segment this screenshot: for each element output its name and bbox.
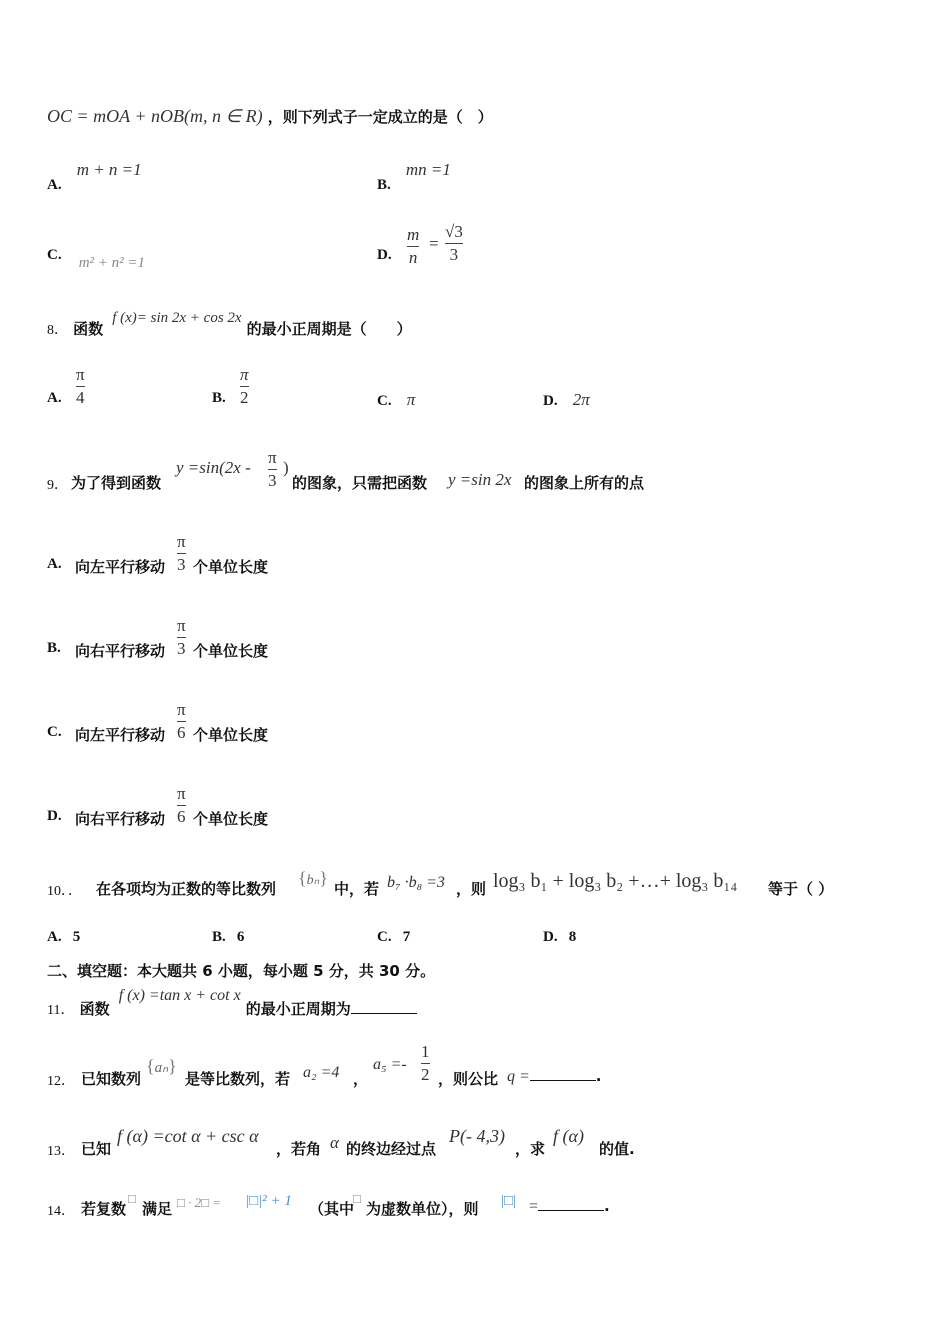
q12-condition-2-fraction: 1 2 <box>421 1042 430 1084</box>
q7-option-d-rhs-fraction: √3 3 <box>445 222 463 264</box>
q12-condition-2: a₅ =- <box>373 1056 407 1073</box>
q11-prefix: 函数 <box>79 1000 110 1018</box>
q12-sequence: {aₙ} <box>146 1056 177 1076</box>
q9-option-d-label: D. <box>47 808 62 824</box>
q9-function-fraction: π 3 <box>268 448 277 490</box>
q14-equation-rhs: |□|² + 1 <box>245 1193 292 1209</box>
q13-mid3: ，求 <box>515 1140 546 1158</box>
q10-option-b <box>212 926 244 946</box>
q14-answer-blank[interactable] <box>538 1196 604 1211</box>
q8-option-d-label: D. <box>543 393 558 409</box>
q7-option-b-label: B. <box>377 177 391 193</box>
q10-option-c <box>377 926 410 946</box>
q9-function-b: y =sin 2x <box>448 470 512 489</box>
q13-prefix: 已知 <box>81 1140 112 1158</box>
q12-comma: ， <box>353 1070 369 1088</box>
q10-option-c-value: 7 <box>402 929 411 945</box>
q9-option-a-unit: 个单位长度 <box>193 558 269 576</box>
q9-mid: 的图象，只需把函数 <box>292 474 428 492</box>
q7-stem <box>47 106 493 127</box>
q8-option-a-fraction: π 4 <box>76 365 85 407</box>
q7-stem-text: ，则下列式子一定成立的是（ ） <box>267 108 493 126</box>
q10-mid2: ，则 <box>456 880 487 898</box>
q12-number: 12． <box>47 1074 75 1089</box>
q10-log-expression: log₃ b₁ + log₃ b₂ +…+ log₃ b₁₄ <box>493 870 738 892</box>
q8-function: f (x)= sin 2x + cos 2x <box>112 310 242 326</box>
section-2-title: 二、填空题：本大题共 6 小题，每小题 5 分，共 30 分。 <box>47 962 436 980</box>
q12-mid1: 是等比数列，若 <box>185 1070 291 1088</box>
q7-option-c-label: C. <box>47 247 62 263</box>
q14-z-placeholder: □ <box>128 1191 136 1206</box>
q10-sequence: {bₙ} <box>298 868 328 888</box>
q14-mid3: 为虚数单位），则 <box>366 1200 479 1218</box>
q10-option-c-label: C. <box>377 929 392 945</box>
q14-prefix: 若复数 <box>81 1200 127 1218</box>
q9-option-a-dir: 向左平行移动 <box>75 558 166 576</box>
q10-condition: b₇ ·b₈ =3 <box>387 874 445 891</box>
q10-prefix: 在各项均为正数的等比数列 <box>96 880 277 898</box>
q9-prefix: 为了得到函数 <box>71 474 162 492</box>
q10-option-b-label: B. <box>212 929 226 945</box>
q11-answer-blank[interactable] <box>351 999 417 1014</box>
q12-prefix: 已知数列 <box>81 1070 142 1088</box>
q7-option-c <box>47 244 146 271</box>
q14-i-placeholder: □ <box>353 1191 361 1206</box>
q12-condition-1: a₂ =4 <box>303 1064 340 1081</box>
q7-option-d-lhs-fraction: m n <box>407 225 420 267</box>
q9-function-close: ) <box>283 458 289 477</box>
q8-option-b-label: B. <box>212 390 226 406</box>
q10-option-b-value: 6 <box>236 929 245 945</box>
q7-option-d-label: D. <box>377 247 392 263</box>
q13-mid1: ，若角 <box>276 1140 322 1158</box>
q8-option-c-label: C. <box>377 393 392 409</box>
q9-option-d-dir: 向右平行移动 <box>75 810 166 828</box>
q14-number: 14． <box>47 1204 75 1219</box>
q13-point: P(- 4,3) <box>449 1126 505 1146</box>
q10-number: 10．． <box>47 884 82 899</box>
q7-option-d-equals: = <box>429 234 439 253</box>
q9-option-b-dir: 向右平行移动 <box>75 642 166 660</box>
q14-mid1: 满足 <box>142 1200 173 1218</box>
q11-stem <box>47 984 417 1018</box>
q8-number: 8． <box>47 323 68 338</box>
q7-option-b <box>377 160 451 193</box>
q13-suffix: 的值. <box>599 1140 635 1158</box>
q7-option-a-math: m + n =1 <box>76 160 142 179</box>
q13-alpha: α <box>330 1133 339 1152</box>
q14-mid2: （其中 <box>309 1200 355 1218</box>
q7-option-a-label: A. <box>47 177 62 193</box>
q14-modulus: |□| <box>501 1193 517 1209</box>
q9-option-d-fraction: π 6 <box>177 784 186 826</box>
q8-option-b-fraction: π 2 <box>240 365 249 407</box>
q9-option-c-dir: 向左平行移动 <box>75 726 166 744</box>
q7-option-d <box>377 244 392 264</box>
q10-suffix: 等于（ ） <box>768 880 834 898</box>
q9-option-d-unit: 个单位长度 <box>193 810 269 828</box>
q9-option-c-fraction: π 6 <box>177 700 186 742</box>
q13-function-2: f (α) <box>553 1126 584 1146</box>
q12-answer-blank[interactable] <box>530 1066 596 1081</box>
q10-option-a-value: 5 <box>72 929 81 945</box>
q10-option-d-value: 8 <box>568 929 577 945</box>
q14-answer: = . <box>529 1197 610 1215</box>
q9-function-a: y =sin(2x - <box>176 458 251 477</box>
q9-option-b-unit: 个单位长度 <box>193 642 269 660</box>
q7-option-a <box>47 160 142 193</box>
q9-option-a-label: A. <box>47 556 62 572</box>
q14-equation-lhs: □ · 2□ = <box>177 1195 221 1210</box>
q9-option-b-label: B. <box>47 640 61 656</box>
q11-number: 11． <box>47 1003 75 1018</box>
q12-mid2: ，则公比 <box>438 1070 499 1088</box>
q9-option-c-unit: 个单位长度 <box>193 726 269 744</box>
q13-function: f (α) =cot α + csc α <box>117 1126 259 1146</box>
q7-option-c-math: m² + n² =1 <box>78 255 146 271</box>
q10-option-a-label: A. <box>47 929 62 945</box>
q7-vector-equation: OC = mOA + nOB(m, n ∈ R) <box>47 106 263 126</box>
q11-suffix: 的最小正周期为 <box>245 1000 351 1018</box>
q9-option-a-fraction: π 3 <box>177 532 186 574</box>
q9-option-c-label: C. <box>47 724 62 740</box>
q10-option-d <box>543 926 576 946</box>
q12-answer: q = . <box>507 1067 602 1085</box>
q8-option-a-label: A. <box>47 390 62 406</box>
q8-suffix: 的最小正周期是（ ） <box>246 320 412 338</box>
q13-number: 13． <box>47 1144 75 1159</box>
q10-option-a <box>47 926 80 946</box>
q8-option-c <box>377 390 415 410</box>
q8-option-d-math: 2π <box>572 390 590 409</box>
q8-prefix: 函数 <box>73 320 104 338</box>
q7-option-b-math: mn =1 <box>405 160 451 179</box>
q11-function: f (x) =tan x + cot x <box>118 987 241 1004</box>
q8-option-d <box>543 390 590 410</box>
q8-option-c-math: π <box>406 390 416 409</box>
q9-option-b-fraction: π 3 <box>177 616 186 658</box>
q13-mid2: 的终边经过点 <box>346 1140 437 1158</box>
q9-suffix: 的图象上所有的点 <box>524 474 645 492</box>
q10-option-d-label: D. <box>543 929 558 945</box>
q9-number: 9． <box>47 478 68 493</box>
q8-stem <box>47 306 412 338</box>
q10-mid1: 中，若 <box>334 880 380 898</box>
